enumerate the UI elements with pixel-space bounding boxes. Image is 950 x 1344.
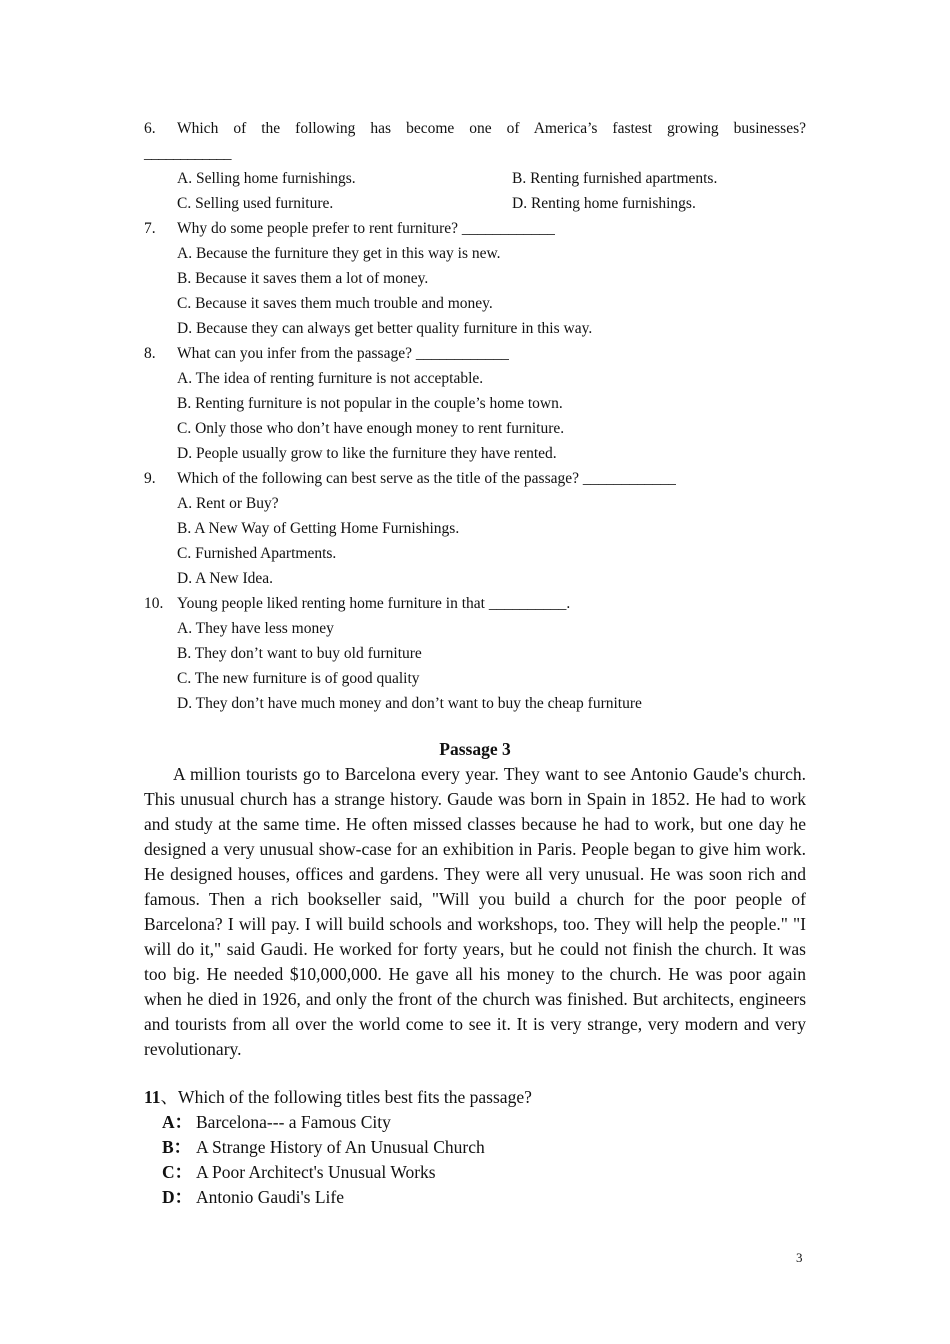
option-a bbox=[162, 1110, 485, 1135]
option-c: C. Furnished Apartments. bbox=[177, 545, 337, 562]
option-a: A. The idea of renting furniture is not acceptable. bbox=[177, 370, 484, 387]
page-number: 3 bbox=[796, 1250, 803, 1265]
passage-title: Passage 3 bbox=[439, 739, 511, 759]
option-d: D. Renting home furnishings. bbox=[512, 195, 696, 212]
option-c: C. Only those who don’t have enough money to rent furniture. bbox=[177, 420, 565, 437]
question-number: 7. bbox=[144, 220, 156, 237]
option-b: B. A New Way of Getting Home Furnishings. bbox=[177, 520, 460, 537]
question-number: 11 bbox=[144, 1087, 161, 1107]
question-10 bbox=[144, 591, 806, 616]
passage-body: A million tourists go to Barcelona every year. They want to see Antonio Gaude's church. This unusual church has a strange history. Gaude was born in Spain in 1852. He had to work and study at the same time. He often missed classes because he had to work, but one day he designed a very unusual show-case for an exhibition in Paris. People began to give him work. He designed houses, offices and gardens. They were all very unusual. He was soon rich and famous. Then a rich bookseller said, "Will you build a church for the poor people of Barcelona? I will pay. I will build schools and workshops, too. They will help the people." "I will do it," said Gaudi. He worked for forty years, but he could not finish the church. It was too big. He needed $10,000,000. He gave all his money to the church. He was poor again when he died in 1926, and only the front of the church was finished. But architects, engineers and tourists from all over the world come to see it. It is very strange, very modern and very revolutionary. bbox=[144, 764, 806, 1059]
option-letter: B： bbox=[162, 1137, 192, 1157]
option-d: D. A New Idea. bbox=[177, 570, 273, 587]
option-letter: A： bbox=[162, 1112, 193, 1132]
question-text: Which of the following can best serve as the title of the passage? ____________ bbox=[177, 470, 676, 487]
question-11 bbox=[144, 1085, 532, 1110]
option-d: D. People usually grow to like the furniture they have rented. bbox=[177, 445, 557, 462]
option-text: Antonio Gaudi's Life bbox=[196, 1187, 344, 1207]
option-a: A. Rent or Buy? bbox=[177, 495, 279, 512]
option-text: A Strange History of An Unusual Church bbox=[196, 1137, 485, 1157]
option-d: D. Because they can always get better quality furniture in this way. bbox=[177, 320, 593, 337]
answer-blank bbox=[144, 141, 806, 166]
option-b: B. Renting furnished apartments. bbox=[512, 170, 718, 187]
blank-line: ____________ bbox=[144, 145, 231, 162]
question-text: What can you infer from the passage? ____________ bbox=[177, 345, 509, 362]
option-b: B. They don’t want to buy old furniture bbox=[177, 645, 422, 662]
question-separator: 、 bbox=[160, 1087, 179, 1107]
option-a: A. Selling home furnishings. bbox=[177, 170, 356, 187]
question-number: 6. bbox=[144, 120, 156, 137]
option-c: C. The new furniture is of good quality bbox=[177, 670, 420, 687]
option-a: A. Because the furniture they get in this way is new. bbox=[177, 245, 501, 262]
option-b: B. Renting furniture is not popular in the couple’s home town. bbox=[177, 395, 563, 412]
option-c: C. Selling used furniture. bbox=[177, 195, 334, 212]
option-b bbox=[162, 1135, 485, 1160]
option-d: D. They don’t have much money and don’t want to buy the cheap furniture bbox=[177, 695, 642, 712]
question-block bbox=[144, 116, 806, 716]
question-9 bbox=[144, 466, 806, 491]
option-letter: D： bbox=[162, 1187, 193, 1207]
question-text: Young people liked renting home furniture in that __________. bbox=[177, 595, 571, 612]
option-text: Barcelona--- a Famous City bbox=[196, 1112, 391, 1132]
option-letter: C： bbox=[162, 1162, 193, 1182]
option-c bbox=[162, 1160, 485, 1185]
question-11-options bbox=[162, 1110, 485, 1210]
question-text: Why do some people prefer to rent furniture? ____________ bbox=[177, 220, 555, 237]
question-number: 10. bbox=[144, 595, 164, 612]
question-text: Which of the following has become one of America’s fastest growing businesses? bbox=[177, 120, 806, 137]
option-c: C. Because it saves them much trouble and money. bbox=[177, 295, 493, 312]
question-number: 9. bbox=[144, 470, 156, 487]
option-b: B. Because it saves them a lot of money. bbox=[177, 270, 429, 287]
option-d bbox=[162, 1185, 485, 1210]
question-8 bbox=[144, 341, 806, 366]
question-7 bbox=[144, 216, 806, 241]
question-number: 8. bbox=[144, 345, 156, 362]
option-a: A. They have less money bbox=[177, 620, 334, 637]
option-text: A Poor Architect's Unusual Works bbox=[196, 1162, 436, 1182]
option-row bbox=[144, 191, 806, 216]
option-row bbox=[144, 166, 806, 191]
question-text: Which of the following titles best fits the passage? bbox=[178, 1087, 532, 1107]
question-6 bbox=[144, 116, 806, 141]
